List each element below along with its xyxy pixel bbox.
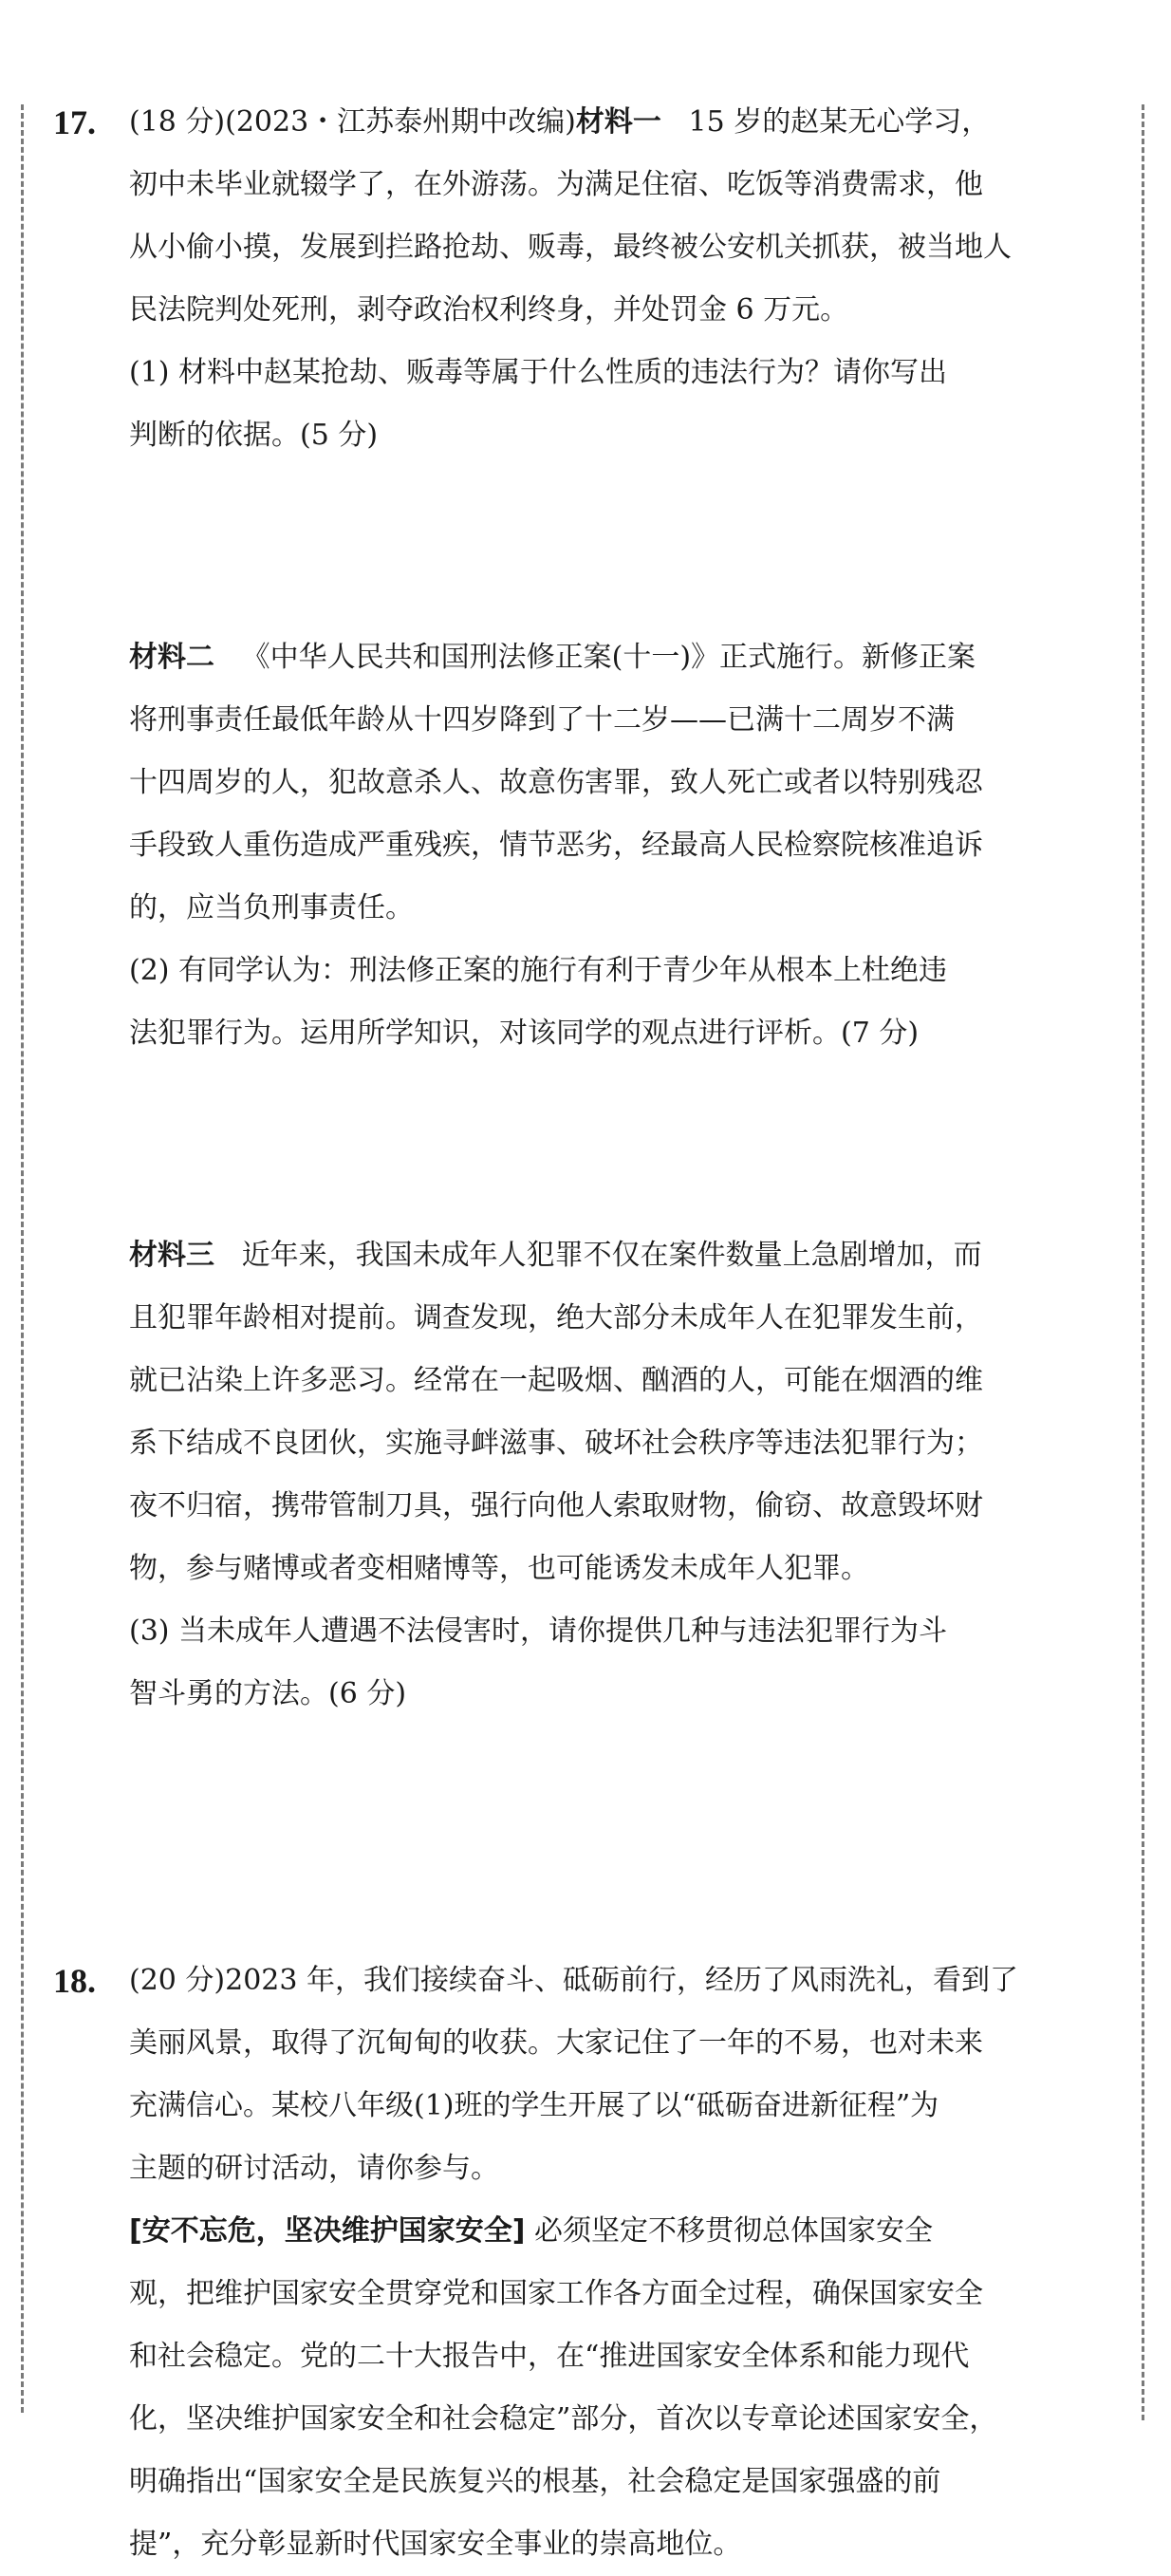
material-line: 将刑事责任最低年龄从十四岁降到了十二岁——已满十二周岁不满 xyxy=(129,703,955,737)
section-line: 提”，充分彰显新时代国家安全事业的崇高地位。 xyxy=(129,2528,742,2561)
section-title: [安不忘危，坚决维护国家安全] xyxy=(129,2214,526,2248)
material-text: 近年来，我国未成年人犯罪不仅在案件数量上急剧增加，而 xyxy=(241,1239,982,1272)
section-line xyxy=(129,2200,1108,2263)
material-line: 就已沾染上许多恶习。经常在一起吸烟、酗酒的人，可能在烟酒的维 xyxy=(129,1364,983,1397)
sub-question-line: 智斗勇的方法。(6 分) xyxy=(129,1677,407,1710)
sub-question-line: 法犯罪行为。运用所学知识，对该同学的观点进行评析。(7 分) xyxy=(129,1017,920,1050)
material-text: 《中华人民共和国刑法修正案(十一)》正式施行。新修正案 xyxy=(241,641,976,674)
material-line: 初中未毕业就辍学了，在外游荡。为满足住宿、吃饭等消费需求，他 xyxy=(129,168,983,201)
material-line xyxy=(129,1224,1108,1287)
material-text: 15 岁的赵某无心学习， xyxy=(688,105,991,139)
material-label: 材料三 xyxy=(129,1239,214,1272)
intro-line: 充满信心。某校八年级(1)班的学生开展了以“砥砺奋进新征程”为 xyxy=(129,2089,939,2122)
sub-question-line: (2) 有同学认为：刑法修正案的施行有利于青少年从根本上杜绝违 xyxy=(129,954,948,987)
sub-question-line: 判断的依据。(5 分) xyxy=(129,419,379,452)
section-line: 和社会稳定。党的二十大报告中，在“推进国家安全体系和能力现代 xyxy=(129,2340,970,2373)
question-18 xyxy=(53,1950,1108,2576)
material-line: 且犯罪年龄相对提前。调查发现，绝大部分未成年人在犯罪发生前， xyxy=(129,1301,983,1335)
intro-line: 美丽风景，取得了沉甸甸的收获。大家记住了一年的不易，也对未来 xyxy=(129,2026,983,2060)
material-line xyxy=(129,626,1108,689)
section-text: 必须坚定不移贯彻总体国家安全 xyxy=(533,2214,933,2248)
right-dashed-margin xyxy=(1142,104,1144,2420)
answer-space xyxy=(129,467,1108,626)
material-label: 材料二 xyxy=(129,641,214,674)
material-line: 物，参与赌博或者变相赌博等，也可能诱发未成年人犯罪。 xyxy=(129,1552,869,1585)
question-number: 18. xyxy=(53,1962,96,2000)
sub-question-line: (3) 当未成年人遭遇不法侵害时，请你提供几种与违法犯罪行为斗 xyxy=(129,1615,948,1648)
question-17 xyxy=(53,91,1108,1950)
material-line: 从小偷小摸，发展到拦路抢劫、贩毒，最终被公安机关抓获，被当地人 xyxy=(129,231,1012,264)
sub-question-line: (1) 材料中赵某抢劫、贩毒等属于什么性质的违法行为？请你写出 xyxy=(129,356,948,389)
material-line: 系下结成不良团伙，实施寻衅滋事、破坏社会秩序等违法犯罪行为； xyxy=(129,1427,983,1460)
section-line: 明确指出“国家安全是民族复兴的根基，社会稳定是国家强盛的前 xyxy=(129,2465,941,2498)
material-line: 十四周岁的人，犯故意杀人、故意伤害罪，致人死亡或者以特别残忍 xyxy=(129,766,983,799)
intro-line: 主题的研讨活动，请你参与。 xyxy=(129,2152,499,2185)
intro-line: (20 分)2023 年，我们接续奋斗、砥砺前行，经历了风雨洗礼，看到了 xyxy=(129,1964,1019,1997)
question-source: (18 分)(2023・江苏泰州期中改编) xyxy=(129,105,576,139)
material-label: 材料一 xyxy=(575,105,661,139)
left-dashed-margin xyxy=(21,104,24,2413)
answer-space xyxy=(129,1726,1108,1950)
question-header-line xyxy=(129,91,1108,154)
document-body xyxy=(53,91,1108,2576)
answer-space xyxy=(129,1065,1108,1224)
material-line: 手段致人重伤造成严重残疾，情节恶劣，经最高人民检察院核准追诉 xyxy=(129,829,983,862)
material-line: 的，应当负刑事责任。 xyxy=(129,891,414,924)
section-line: 化，坚决维护国家安全和社会稳定”部分，首次以专章论述国家安全， xyxy=(129,2402,998,2436)
section-line: 观，把维护国家安全贯穿党和国家工作各方面全过程，确保国家安全 xyxy=(129,2277,983,2310)
question-number: 17. xyxy=(53,103,96,141)
material-line: 民法院判处死刑，剥夺政治权利终身，并处罚金 6 万元。 xyxy=(129,293,849,327)
material-line: 夜不归宿，携带管制刀具，强行向他人索取财物，偷窃、故意毁坏财 xyxy=(129,1489,983,1522)
